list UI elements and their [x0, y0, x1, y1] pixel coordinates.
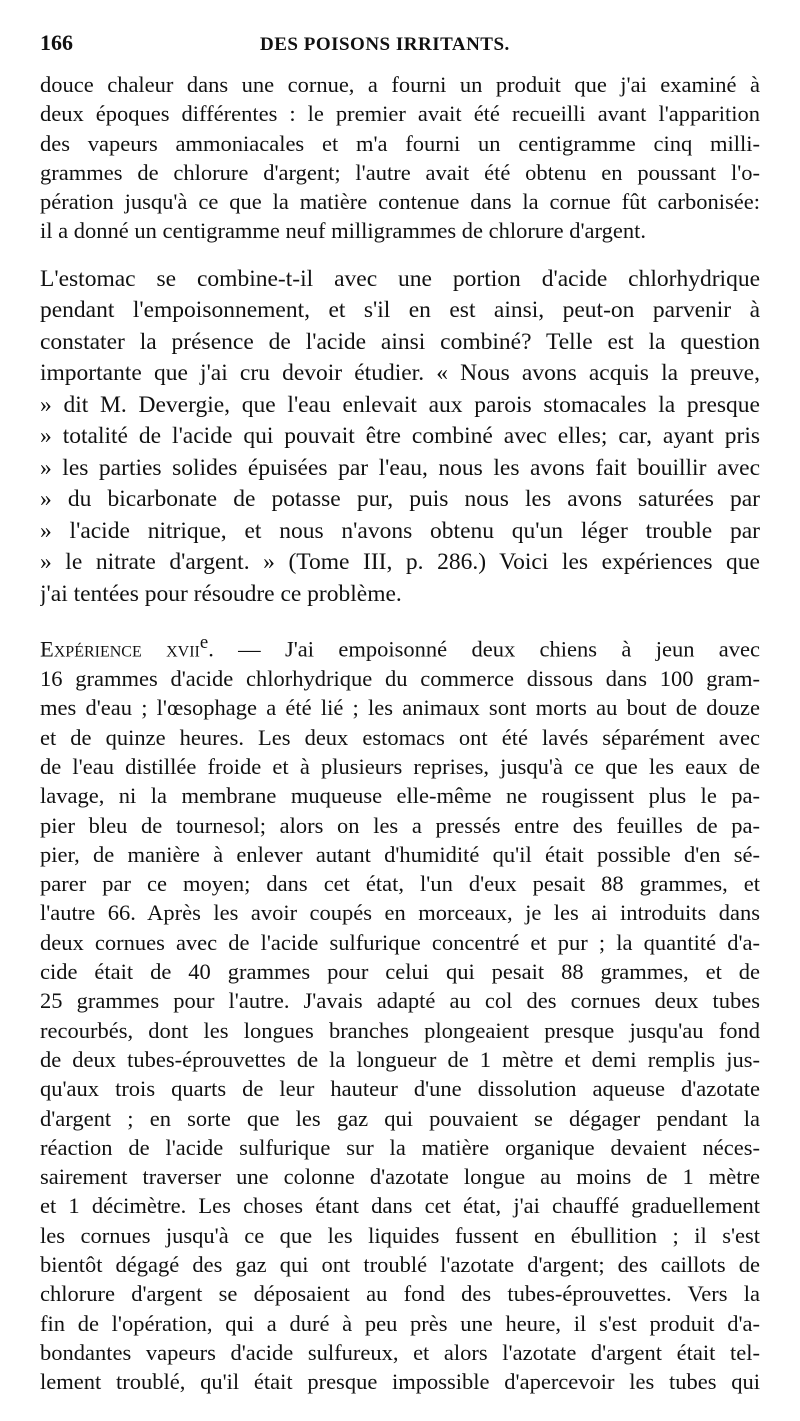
text-line: » le nitrate d'argent. » (Tome III, p. 286.) Voici les expériences que — [40, 549, 760, 576]
text-line: fin de l'opération, qui a duré à peu près une heure, il s'est produit d'a- — [40, 1310, 760, 1336]
page-number: 166 — [40, 30, 73, 55]
text-line: pendant l'empoisonnement, et s'il en est ainsi, peut-on parvenir à — [40, 297, 760, 324]
text-line: l'autre 66. Après les avoir coupés en morceaux, je les ai introduits dans — [40, 900, 760, 926]
text-line: » dit M. Devergie, que l'eau enlevait aux parois stomacales la presque — [40, 391, 760, 418]
text-line: chlorure d'argent se déposaient au fond des tubes-éprouvettes. Vers la — [40, 1281, 760, 1307]
text-line: » totalité de l'acide qui pouvait être combiné avec elles; car, ayant pris — [40, 423, 760, 450]
text-line: et 1 décimètre. Les choses étant dans cet état, j'ai chauffé graduellement — [40, 1193, 760, 1219]
text-line: deux cornues avec de l'acide sulfurique concentré et pur ; la quantité d'a- — [40, 929, 760, 955]
text-line: grammes de chlorure d'argent; l'autre avait été obtenu en poussant l'o- — [40, 159, 760, 185]
text-line — [40, 628, 760, 664]
text-line: douce chaleur dans une cornue, a fourni un produit que j'ai examiné à — [40, 72, 760, 97]
text-line: constater la présence de l'acide ainsi combiné? Telle est la question — [40, 328, 760, 355]
text-line: » du bicarbonate de potasse pur, puis nous les avons saturées par — [40, 486, 760, 513]
text-line: bondantes vapeurs d'acide sulfureux, et alors l'azotate d'argent était tel- — [40, 1339, 760, 1365]
text-line: de deux tubes-éprouvettes de la longueur de 1 mètre et demi remplis jus- — [40, 1046, 760, 1072]
paragraph-2 — [40, 264, 760, 611]
text-line: réaction de l'acide sulfurique sur la matière organique devaient néces- — [40, 1134, 760, 1160]
text-line: 16 grammes d'acide chlorhydrique du commerce dissous dans 100 gram- — [40, 666, 760, 692]
text-line: sairement traverser une colonne d'azotate longue au moins de 1 mètre — [40, 1164, 760, 1190]
text-line: de l'eau distillée froide et à plusieurs reprises, jusqu'à ce que les eaux de — [40, 753, 760, 779]
text-line: et de quinze heures. Les deux estomacs ont été lavés séparément avec — [40, 724, 760, 750]
text-line: mes d'eau ; l'œsophage a été lié ; les animaux sont morts au bout de douze — [40, 695, 760, 721]
page-header — [40, 30, 760, 70]
text-line: parer par ce moyen; dans cet état, l'un d'eux pesait 88 grammes, et — [40, 871, 760, 897]
text-line: » l'acide nitrique, et nous n'avons obtenu qu'un léger trouble par — [40, 517, 760, 544]
text-line: lement troublé, qu'il était presque impossible d'apercevoir les tubes qui — [40, 1369, 760, 1395]
text-line: pération jusqu'à ce que la matière contenue dans la cornue fût carbonisée: — [40, 189, 760, 215]
text-line: deux époques différentes : le premier avait été recueilli avant l'apparition — [40, 101, 760, 127]
text-line: pier, de manière à enlever autant d'humidité qu'il était possible d'en sé- — [40, 841, 760, 867]
paragraph-1 — [40, 70, 760, 246]
text-line: lavage, ni la membrane muqueuse elle-même ne rougissent plus le pa- — [40, 783, 760, 809]
experience-lead-text: . — J'ai empoisonné deux chiens à jeun avec — [208, 636, 760, 662]
text-line: importante que j'ai cru devoir étudier. « Nous avons acquis la preuve, — [40, 360, 760, 387]
running-title: DES POISONS IRRITANTS. — [260, 34, 510, 55]
paragraph-3 — [40, 628, 760, 1396]
experience-superscript: e — [199, 632, 209, 654]
text-line: j'ai tentées pour résoudre ce problème. — [40, 580, 402, 607]
text-line: il a donné un centigramme neuf milligrammes de chlorure d'argent. — [40, 218, 646, 244]
book-page — [40, 30, 760, 1397]
text-line: pier bleu de tournesol; alors on les a pressés entre des feuilles de pa- — [40, 812, 760, 838]
text-line: » les parties solides épuisées par l'eau, nous les avons fait bouillir avec — [40, 454, 760, 481]
text-line: les cornues jusqu'à ce que les liquides fussent en ébullition ; il s'est — [40, 1222, 760, 1248]
text-line: des vapeurs ammoniacales et m'a fourni un centigramme cinq milli- — [40, 130, 760, 156]
text-line: recourbés, dont les longues branches plongeaient presque jusqu'au fond — [40, 1017, 760, 1043]
text-line: d'argent ; en sorte que les gaz qui pouvaient se dégager pendant la — [40, 1105, 760, 1131]
text-line: qu'aux trois quarts de leur hauteur d'une dissolution aqueuse d'azotate — [40, 1076, 760, 1102]
text-line: 25 grammes pour l'autre. J'avais adapté au col des cornues deux tubes — [40, 988, 760, 1014]
text-line: bientôt dégagé des gaz qui ont troublé l'azotate d'argent; des caillots de — [40, 1252, 760, 1278]
text-line: cide était de 40 grammes pour celui qui pesait 88 grammes, et de — [40, 959, 760, 985]
text-line: L'estomac se combine-t-il avec une portion d'acide chlorhydrique — [40, 265, 760, 292]
experience-label: Expérience xvii — [40, 636, 200, 662]
